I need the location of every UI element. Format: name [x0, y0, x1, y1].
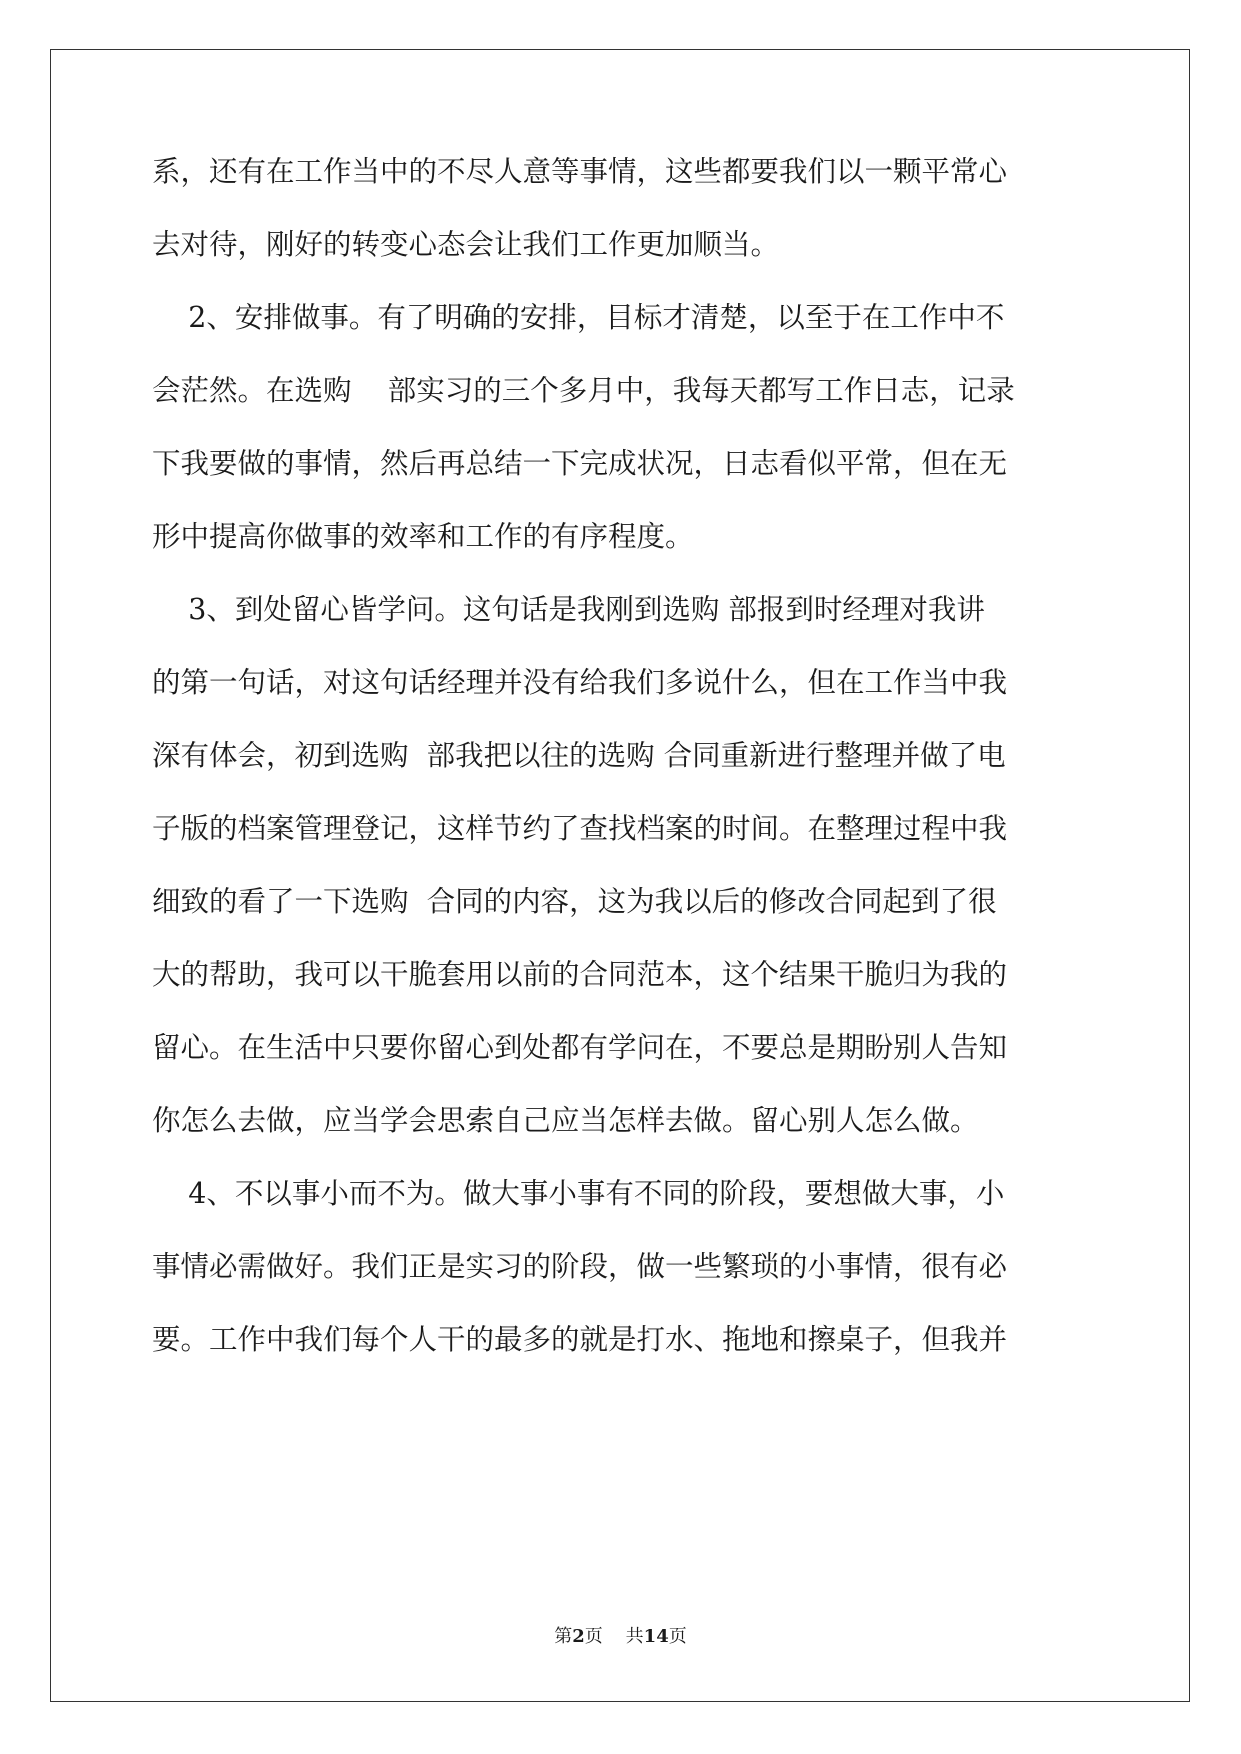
- total-pages-number: 14: [643, 1626, 669, 1647]
- text-line: 你怎么去做，应当学会思索自己应当怎样去做。留心别人怎么做。: [152, 1104, 979, 1137]
- page-border: [50, 49, 1190, 1702]
- text-line: 事情必需做好。我们正是实习的阶段，做一些繁琐的小事情，很有必: [152, 1250, 1008, 1283]
- text-line: 大的帮助，我可以干脆套用以前的合同范本，这个结果干脆归为我的: [152, 958, 1008, 991]
- footer-prefix: 第: [554, 1626, 573, 1647]
- text-line: 子版的档案管理登记，这样节约了查找档案的时间。在整理过程中我: [152, 812, 1008, 845]
- footer-suffix: 页: [668, 1626, 687, 1647]
- text-line: 的第一句话，对这句话经理并没有给我们多说什么，但在工作当中我: [152, 666, 1008, 699]
- text-line: 去对待，刚好的转变心态会让我们工作更加顺当。: [152, 228, 780, 261]
- page-footer: [0, 1625, 1241, 1649]
- text-line: 细致的看了一下选购 合同的内容，这为我以后的修改合同起到了很: [152, 885, 997, 918]
- text-line: 系，还有在工作当中的不尽人意等事情，这些都要我们以一颗平常心: [152, 155, 1008, 188]
- text-line: 下我要做的事情，然后再总结一下完成状况，日志看似平常，但在无: [152, 447, 1008, 480]
- text-line: 形中提高你做事的效率和工作的有序程度。: [152, 520, 694, 553]
- text-line: 留心。在生活中只要你留心到处都有学问在，不要总是期盼别人告知: [152, 1031, 1008, 1064]
- text-line: 深有体会，初到选购 部我把以往的选购 合同重新进行整理并做了电: [152, 739, 1006, 772]
- footer-middle: 页 共: [584, 1626, 644, 1647]
- text-line: 3、到处留心皆学问。这句话是我刚到选购 部报到时经理对我讲: [152, 593, 985, 626]
- current-page-number: 2: [572, 1626, 585, 1647]
- text-line: 会茫然。在选购 部实习的三个多月中，我每天都写工作日志，记录: [152, 374, 1015, 407]
- text-line: 要。工作中我们每个人干的最多的就是打水、拖地和擦桌子，但我并: [152, 1323, 1008, 1356]
- text-line: 4、不以事小而不为。做大事小事有不同的阶段，要想做大事，小: [152, 1177, 1005, 1210]
- text-line: 2、安排做事。有了明确的安排，目标才清楚，以至于在工作中不: [152, 301, 1005, 334]
